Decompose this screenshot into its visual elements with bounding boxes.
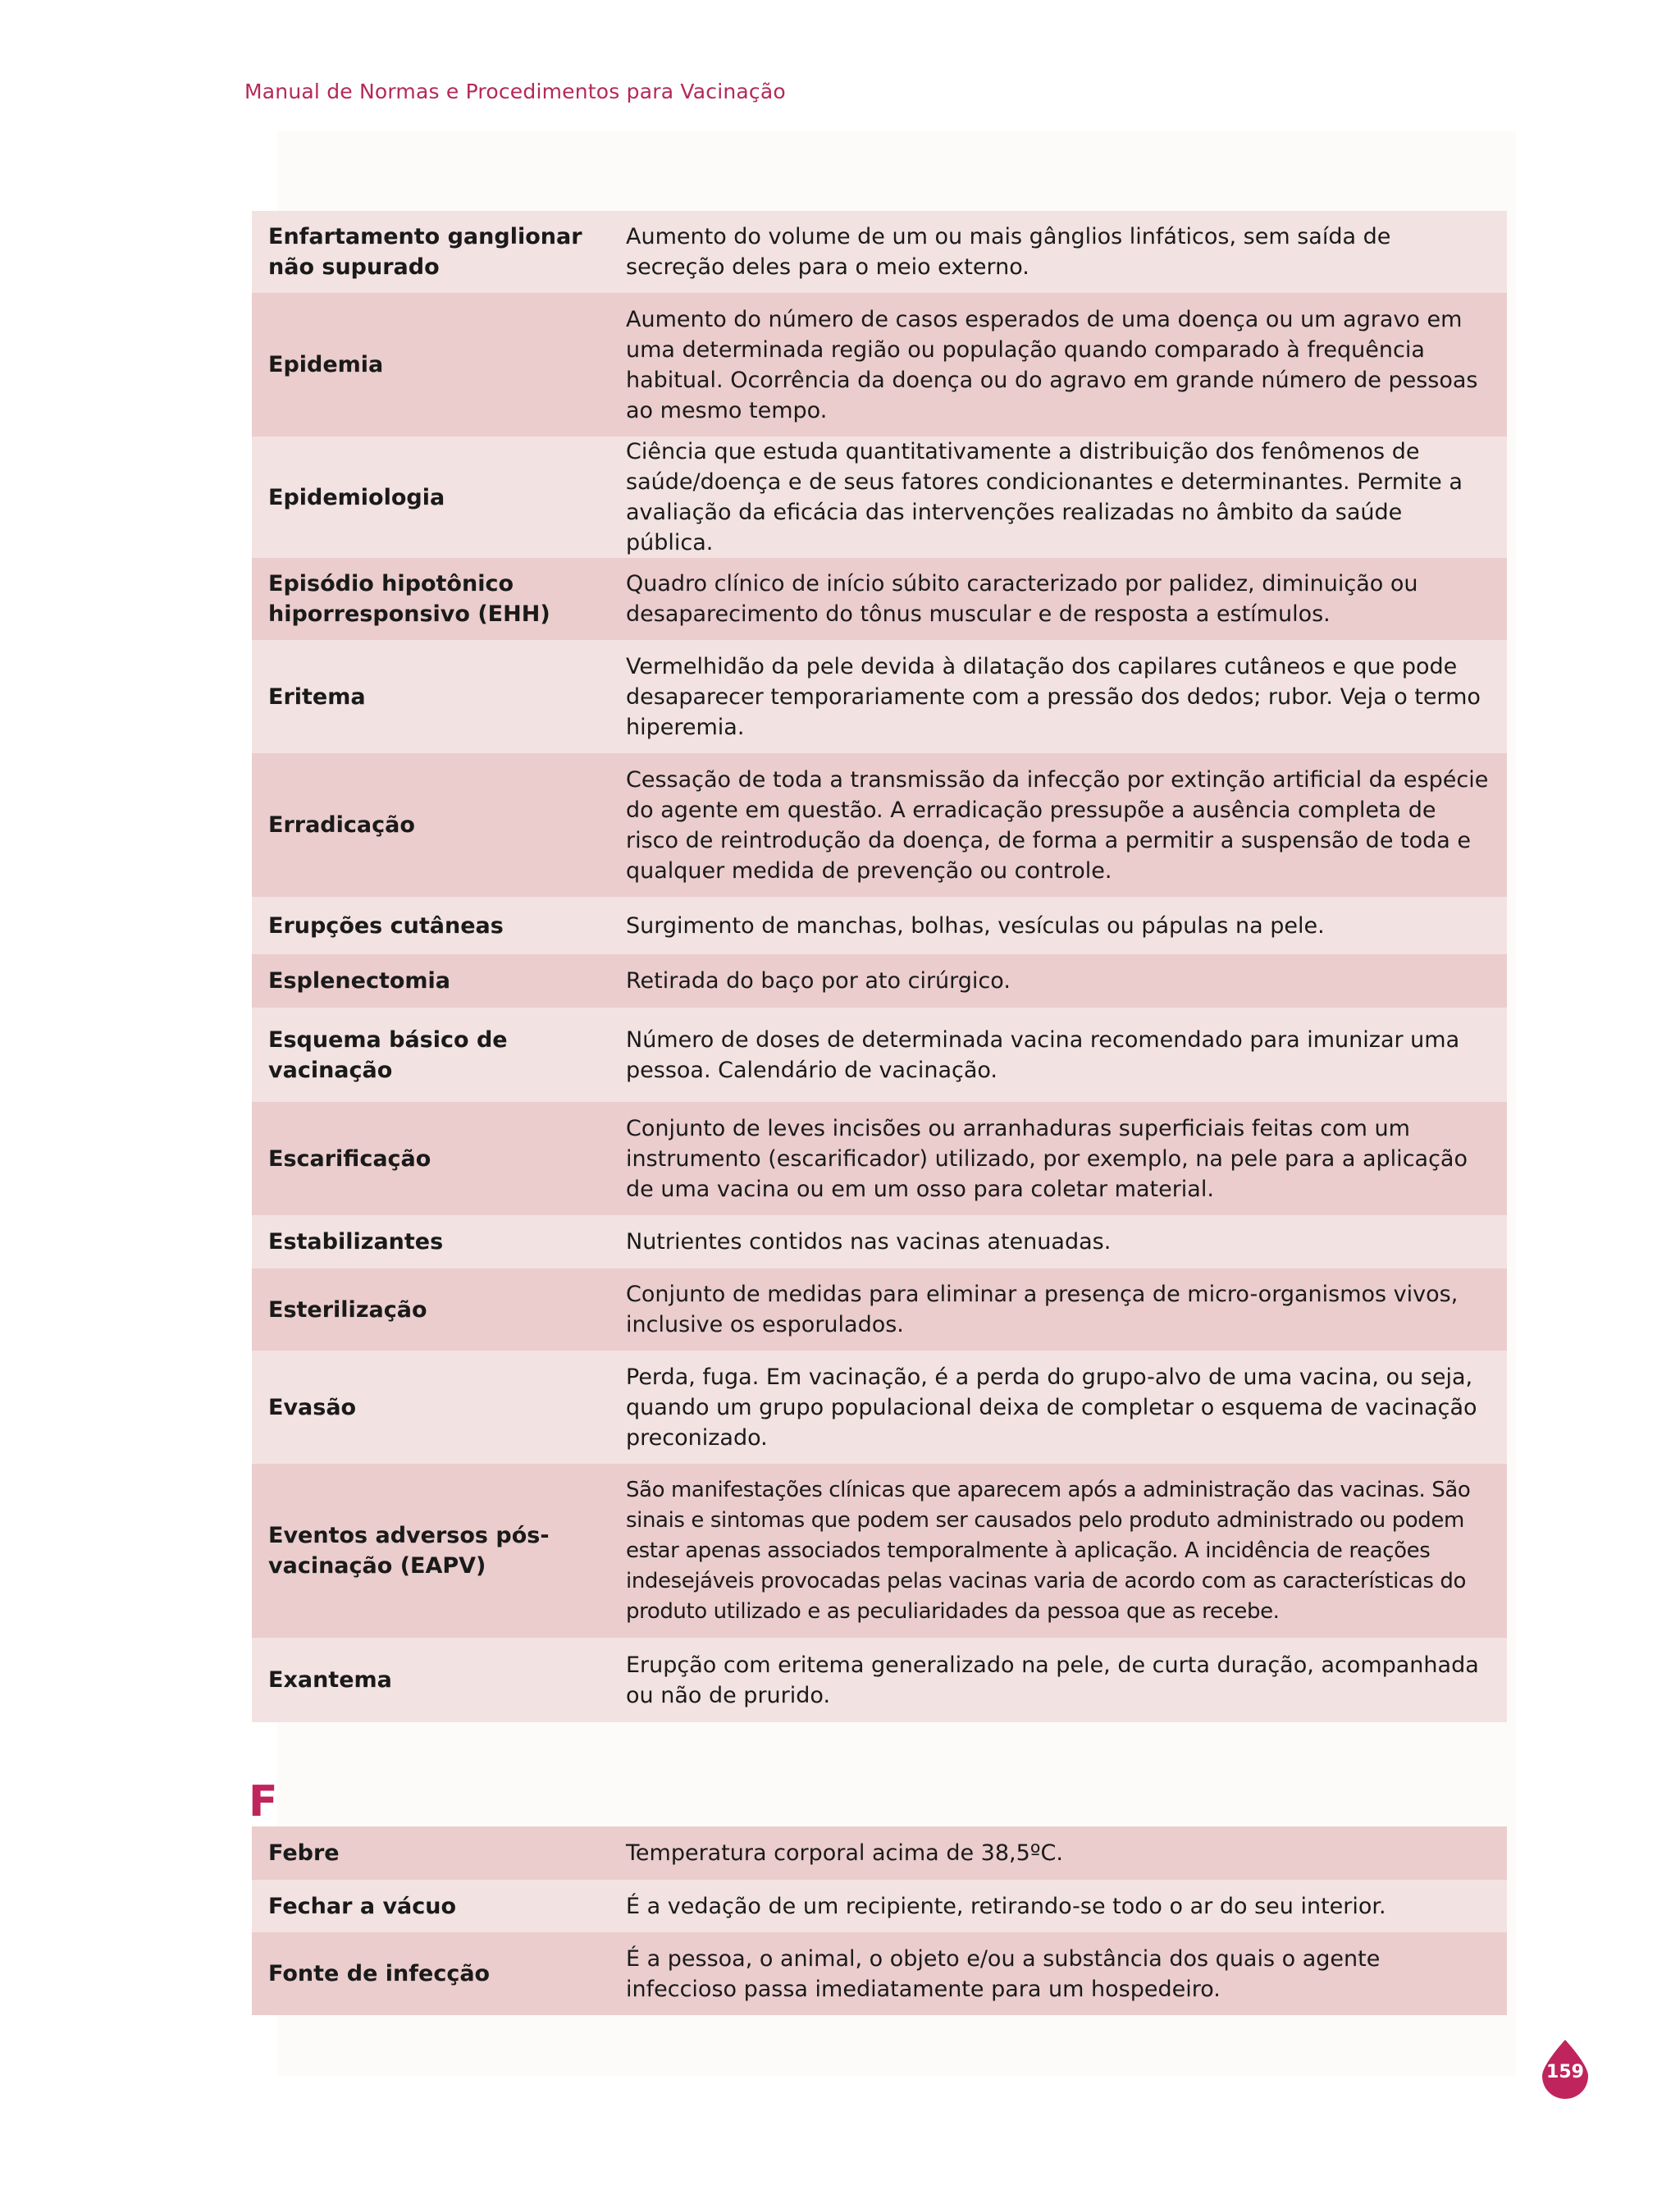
glossary-term: Escarificação <box>252 1102 626 1215</box>
glossary-term: Evasão <box>252 1351 626 1464</box>
glossary-term: Erupções cutâneas <box>252 897 626 954</box>
page-number-badge <box>1542 2040 1588 2099</box>
running-header: Manual de Normas e Procedimentos para Vacinação <box>244 80 786 103</box>
glossary-row <box>252 1268 1507 1351</box>
glossary-definition: Número de doses de determinada vacina recomendado para imunizar uma pessoa. Calendário de vacinação. <box>626 1008 1507 1102</box>
glossary-term: Erradicação <box>252 753 626 897</box>
glossary-row <box>252 558 1507 640</box>
glossary-term: Exantema <box>252 1638 626 1722</box>
glossary-definition: Aumento do número de casos esperados de uma doença ou um agravo em uma determinada região ou população quando comparado à frequência habitual. Ocorrência da doença ou do agravo em grande número de pessoas ao mesmo tempo. <box>626 293 1507 437</box>
glossary-definition: Nutrientes contidos nas vacinas atenuadas. <box>626 1215 1507 1268</box>
glossary-term: Esplenectomia <box>252 954 626 1008</box>
glossary-definition: É a pessoa, o animal, o objeto e/ou a substância dos quais o agente infeccioso passa imediatamente para um hospedeiro. <box>626 1932 1507 2015</box>
glossary-row <box>252 1880 1507 1932</box>
glossary-row <box>252 293 1507 437</box>
glossary-definition: Vermelhidão da pele devida à dilatação dos capilares cutâneos e que pode desaparecer temporariamente com a pressão dos dedos; rubor. Veja o termo hiperemia. <box>626 640 1507 753</box>
glossary-definition: Erupção com eritema generalizado na pele, de curta duração, acompanhada ou não de prurido. <box>626 1638 1507 1722</box>
glossary-row <box>252 954 1507 1008</box>
glossary-row <box>252 437 1507 558</box>
glossary-row <box>252 1638 1507 1722</box>
glossary-table-f <box>252 1826 1507 2015</box>
section-letter: F <box>249 1777 278 1826</box>
glossary-row <box>252 1826 1507 1880</box>
glossary-definition: Cessação de toda a transmissão da infecção por extinção artificial da espécie do agente em questão. A erradicação pressupõe a ausência completa de risco de reintrodução da doença, de forma a permitir a suspensão de toda e qualquer medida de prevenção ou controle. <box>626 753 1507 897</box>
glossary-term: Fechar a vácuo <box>252 1880 626 1932</box>
glossary-definition: São manifestações clínicas que aparecem após a administração das vacinas. São sinais e sintomas que podem ser causados pelo produto administrado ou podem estar apenas associados temporalmente à aplicação. A incidência de reações indesejáveis provocadas pelas vacinas varia de acordo com as características do produto utilizado e as peculiaridades da pessoa que as recebe. <box>626 1464 1507 1638</box>
glossary-term: Eritema <box>252 640 626 753</box>
glossary-definition: Conjunto de leves incisões ou arranhaduras superficiais feitas com um instrumento (escarificador) utilizado, por exemplo, na pele para a aplicação de uma vacina ou em um osso para coletar material. <box>626 1102 1507 1215</box>
glossary-row <box>252 640 1507 753</box>
glossary-row <box>252 1351 1507 1464</box>
glossary-definition: Surgimento de manchas, bolhas, vesículas ou pápulas na pele. <box>626 897 1507 954</box>
glossary-definition: Aumento do volume de um ou mais gânglios linfáticos, sem saída de secreção deles para o meio externo. <box>626 211 1507 293</box>
glossary-row <box>252 1008 1507 1102</box>
glossary-term: Esterilização <box>252 1268 626 1351</box>
glossary-row <box>252 1464 1507 1638</box>
glossary-term: Epidemiologia <box>252 437 626 558</box>
glossary-definition: Temperatura corporal acima de 38,5ºC. <box>626 1826 1507 1880</box>
glossary-term: Estabilizantes <box>252 1215 626 1268</box>
glossary-term: Epidemia <box>252 293 626 437</box>
glossary-table-e <box>252 211 1507 1722</box>
page-number: 159 <box>1546 2062 1584 2082</box>
glossary-definition: Perda, fuga. Em vacinação, é a perda do grupo-alvo de uma vacina, ou seja, quando um grupo populacional deixa de completar o esquema de vacinação preconizado. <box>626 1351 1507 1464</box>
glossary-definition: Ciência que estuda quantitativamente a distribuição dos fenômenos de saúde/doença e de seus fatores condicionantes e determinantes. Permite a avaliação da eficácia das intervenções realizadas no âmbito da saúde pública. <box>626 437 1507 558</box>
glossary-term: Enfartamento ganglionar não supurado <box>252 211 626 293</box>
glossary-row <box>252 211 1507 293</box>
glossary-term: Episódio hipotônico hiporresponsivo (EHH) <box>252 558 626 640</box>
glossary-term: Eventos adversos pós-vacinação (EAPV) <box>252 1464 626 1638</box>
glossary-definition: É a vedação de um recipiente, retirando-se todo o ar do seu interior. <box>626 1880 1507 1932</box>
glossary-term: Esquema básico de vacinação <box>252 1008 626 1102</box>
glossary-row <box>252 1932 1507 2015</box>
glossary-definition: Retirada do baço por ato cirúrgico. <box>626 954 1507 1008</box>
glossary-term: Febre <box>252 1826 626 1880</box>
glossary-definition: Conjunto de medidas para eliminar a presença de micro-organismos vivos, inclusive os esporulados. <box>626 1268 1507 1351</box>
glossary-term: Fonte de infecção <box>252 1932 626 2015</box>
glossary-row <box>252 753 1507 897</box>
glossary-row <box>252 1102 1507 1215</box>
glossary-row <box>252 897 1507 954</box>
glossary-row <box>252 1215 1507 1268</box>
glossary-definition: Quadro clínico de início súbito caracterizado por palidez, diminuição ou desaparecimento do tônus muscular e de resposta a estímulos. <box>626 558 1507 640</box>
